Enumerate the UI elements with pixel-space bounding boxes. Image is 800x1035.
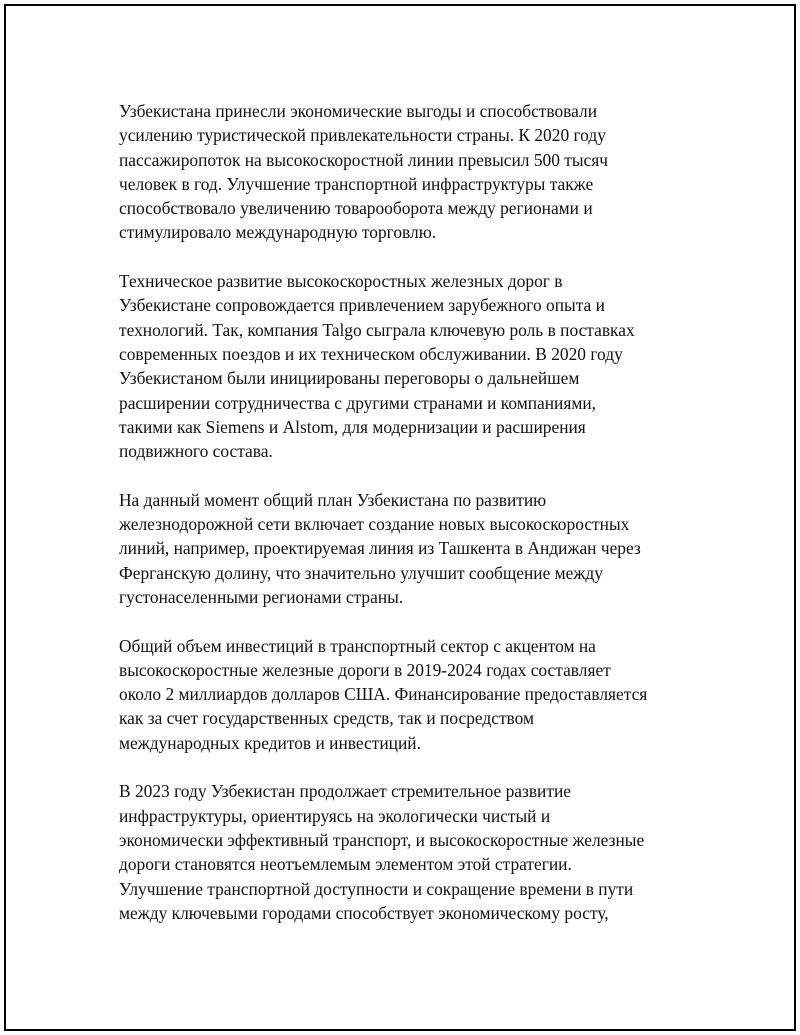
text-line: экономически эффективный транспорт, и высокоскоростные железные	[119, 829, 645, 850]
text-line: подвижного состава.	[119, 441, 273, 462]
text-line: стимулировало международную торговлю.	[119, 222, 437, 243]
text-line: Общий объем инвестиций в транспортный сектор с акцентом на	[119, 635, 596, 656]
text-line: Узбекистаном были инициированы переговоры о дальнейшем	[119, 368, 580, 389]
text-line: усилению туристической привлекательности страны. К 2020 году	[119, 125, 606, 146]
paragraph-railway-plan	[119, 488, 699, 609]
text-line: технологий. Так, компания Talgo сыграла ключевую роль в поставках	[119, 319, 635, 340]
text-line: густонаселенными регионами страны.	[119, 586, 404, 607]
text-line: дороги становятся неотъемлемым элементом этой стратегии.	[119, 854, 572, 875]
text-line: как за счет государственных средств, так и посредством	[119, 708, 535, 729]
paragraph-2023-development	[119, 779, 699, 925]
document-body	[119, 99, 699, 949]
page-frame	[4, 4, 796, 1031]
paragraph-technical-development	[119, 269, 699, 463]
text-line: между ключевыми городами способствует экономическому росту,	[119, 902, 609, 923]
text-line: Техническое развитие высокоскоростных железных дорог в	[119, 271, 563, 292]
text-line: Узбекистане сопровождается привлечением зарубежного опыта и	[119, 295, 605, 316]
text-line: В 2023 году Узбекистан продолжает стремительное развитие	[119, 781, 571, 802]
text-line: международных кредитов и инвестиций.	[119, 732, 421, 753]
text-line: такими как Siemens и Alstom, для модернизации и расширения	[119, 416, 586, 437]
paragraph-economic-benefits	[119, 99, 699, 245]
text-line: высокоскоростные железные дороги в 2019-2024 годах составляет	[119, 659, 611, 680]
text-line: расширении сотрудничества с другими странами и компаниями,	[119, 392, 596, 413]
text-line: человек в год. Улучшение транспортной инфраструктуры также	[119, 173, 594, 194]
paragraph-investments	[119, 634, 699, 755]
text-line: пассажиропоток на высокоскоростной линии превысил 500 тысяч	[119, 149, 609, 170]
text-line: Ферганскую долину, что значительно улучшит сообщение между	[119, 562, 603, 583]
text-line: способствовало увеличению товарооборота между регионами и	[119, 198, 593, 219]
text-line: современных поездов и их техническом обслуживании. В 2020 году	[119, 343, 623, 364]
text-line: На данный момент общий план Узбекистана по развитию	[119, 489, 547, 510]
text-line: железнодорожной сети включает создание новых высокоскоростных	[119, 514, 630, 535]
text-line: инфраструктуры, ориентируясь на экологически чистый и	[119, 805, 551, 826]
text-line: линий, например, проектируемая линия из Ташкента в Андижан через	[119, 538, 641, 559]
text-line: около 2 миллиардов долларов США. Финансирование предоставляется	[119, 684, 648, 705]
text-line: Улучшение транспортной доступности и сокращение времени в пути	[119, 878, 634, 899]
text-line: Узбекистана принесли экономические выгоды и способствовали	[119, 101, 598, 121]
